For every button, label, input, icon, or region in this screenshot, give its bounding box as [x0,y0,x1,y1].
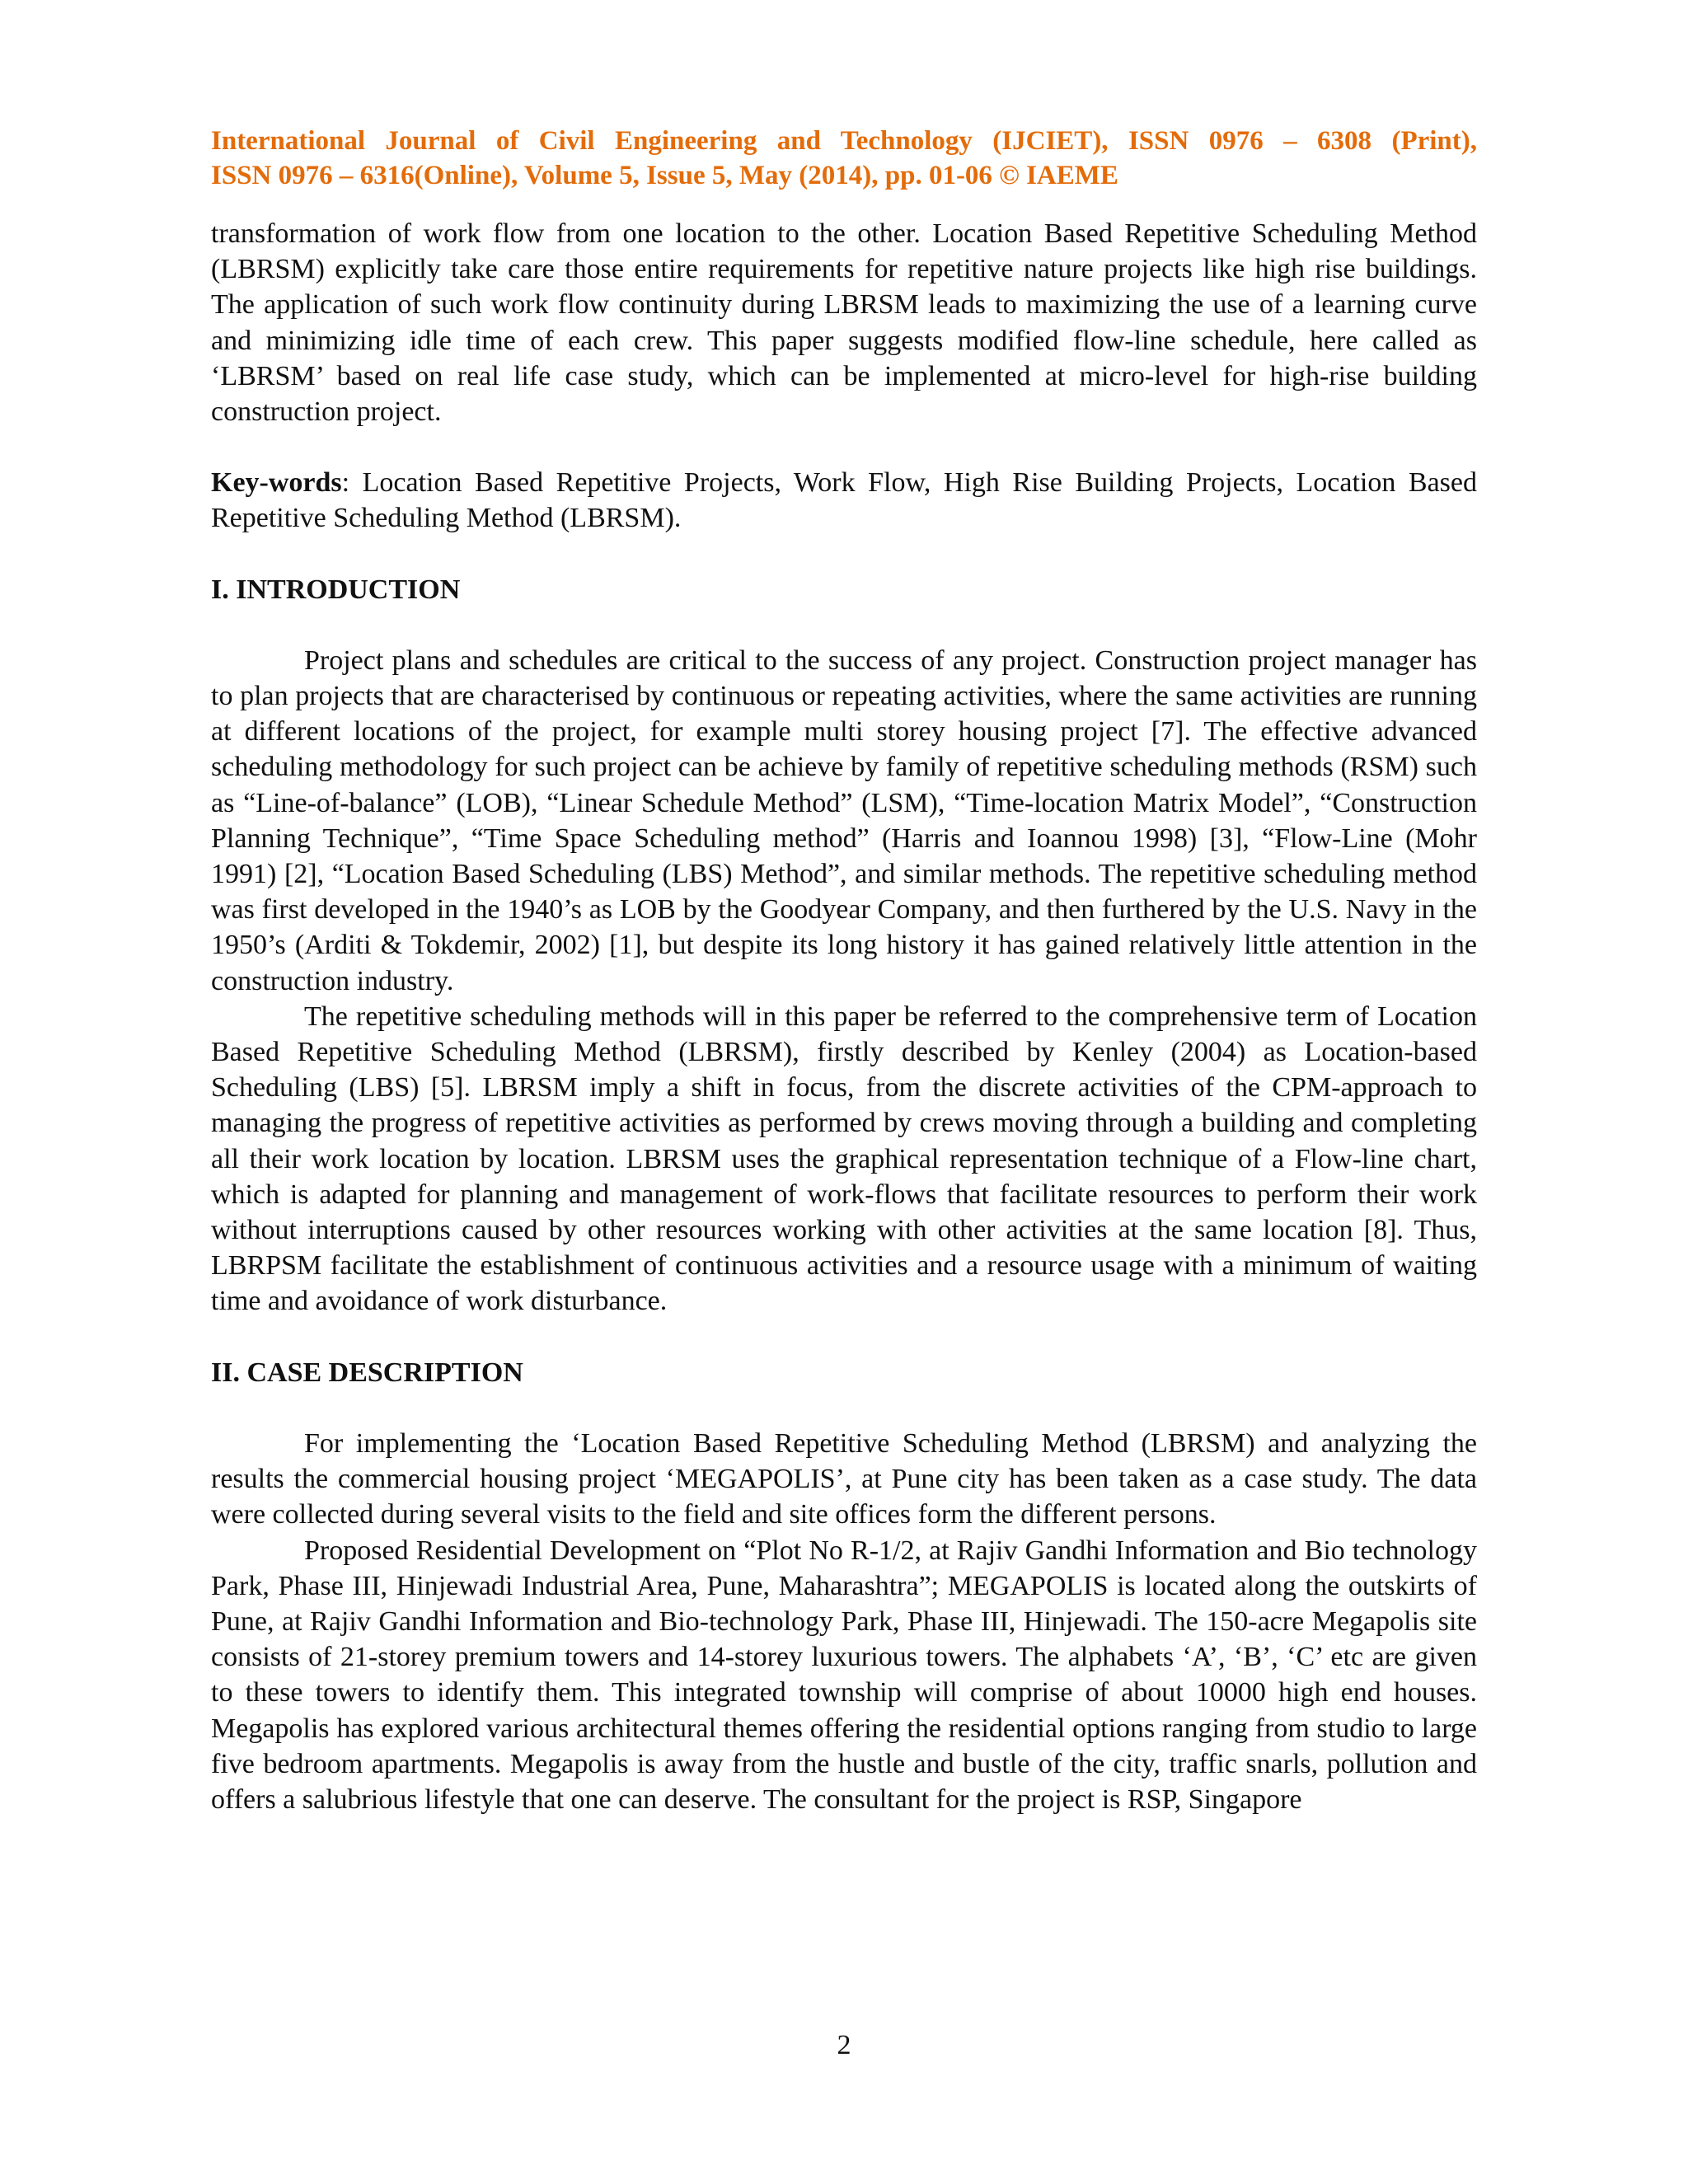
keywords-text: : Location Based Repetitive Projects, Work Flow, High Rise Building Projects, Location Based Repetitive Scheduling Method (LBRSM). [211,467,1477,534]
journal-header [211,124,1477,193]
introduction-paragraph-1: Project plans and schedules are critical to the success of any project. Construction project manager has to plan projects that are characterised by continuous or repeating activities, where the same activities are running at different locations of the project, for example multi storey housing project [7]. The effective advanced scheduling methodology for such project can be achieve by family of repetitive scheduling methods (RSM) such as “Line-of-balance” (LOB), “Linear Schedule Method” (LSM), “Time-location Matrix Model”, “Construction Planning Technique”, “Time Space Scheduling method” (Harris and Ioannou 1998) [3], “Flow-Line (Mohr 1991) [2], “Location Based Scheduling (LBS) Method”, and similar methods. The repetitive scheduling method was first developed in the 1940’s as LOB by the Goodyear Company, and then furthered by the U.S. Navy in the 1950’s (Arditi & Tokdemir, 2002) [1], but despite its long history it has gained relatively little attention in the construction industry. [211,644,1477,996]
paper-page [211,124,1477,1817]
keywords [211,465,1477,536]
introduction-paragraph-2: The repetitive scheduling methods will in this paper be referred to the comprehensive term of Location Based Repetitive Scheduling Method (LBRSM), firstly described by Kenley (2004) as Location-based Scheduling (LBS) [5]. LBRSM imply a shift in focus, from the discrete activities of the CPM-approach to managing the progress of repetitive activities as performed by crews moving through a building and completing all their work location by location. LBRSM uses the graphical representation technique of a Flow-line chart, which is adapted for planning and management of work-flows that facilitate resources to perform their work without interruptions caused by other resources working with other activities at the same location [8]. Thus, LBRPSM facilitate the establishment of continuous activities and a resource usage with a minimum of waiting time and avoidance of work disturbance. [211,1001,1477,1317]
keywords-label: Key-words [211,467,342,499]
case-description-paragraph-1: For implementing the ‘Location Based Repetitive Scheduling Method (LBRSM) and analyzing the results the commercial housing project ‘MEGAPOLIS’, at Pune city has been taken as a case study. The data were collected during several visits to the field and site offices form the different persons. [211,1427,1477,1530]
section-heading-case-description: II. CASE DESCRIPTION [211,1357,523,1388]
abstract-continuation: transformation of work flow from one location to the other. Location Based Repetitive Scheduling Method (LBRSM) explicitly take care those entire requirements for repetitive nature projects like high rise buildings. The application of such work flow continuity during LBRSM leads to maximizing the use of a learning curve and minimizing idle time of each crew. This paper suggests modified flow-line schedule, here called as ‘LBRSM’ based on real life case study, which can be implemented at micro-level for high-rise building construction project. [211,218,1477,428]
page-number: 2 [837,2030,851,2060]
journal-header-line-1: International Journal of Civil Engineering and Technology (IJCIET), ISSN 0976 – 6308 (Print), [211,126,1477,156]
section-heading-introduction: I. INTRODUCTION [211,574,461,605]
case-description-paragraph-2: Proposed Residential Development on “Plot No R-1/2, at Rajiv Gandhi Information and Bio technology Park, Phase III, Hinjewadi Industrial Area, Pune, Maharashtra”; MEGAPOLIS is located along the outskirts of Pune, at Rajiv Gandhi Information and Bio-technology Park, Phase III, Hinjewadi. The 150-acre Megapolis site consists of 21-storey premium towers and 14-storey luxurious towers. The alphabets ‘A’, ‘B’, ‘C’ etc are given to these towers to identify them. This integrated township will comprise of about 10000 high end houses. Megapolis has explored various architectural themes offering the residential options ranging from studio to large five bedroom apartments. Megapolis is away from the hustle and bustle of the city, traffic snarls, pollution and offers a salubrious lifestyle that one can deserve. The consultant for the project is RSP, Singapore [211,1535,1477,1815]
journal-header-line-2: ISSN 0976 – 6316(Online), Volume 5, Issue 5, May (2014), pp. 01-06 © IAEME [211,161,1118,190]
